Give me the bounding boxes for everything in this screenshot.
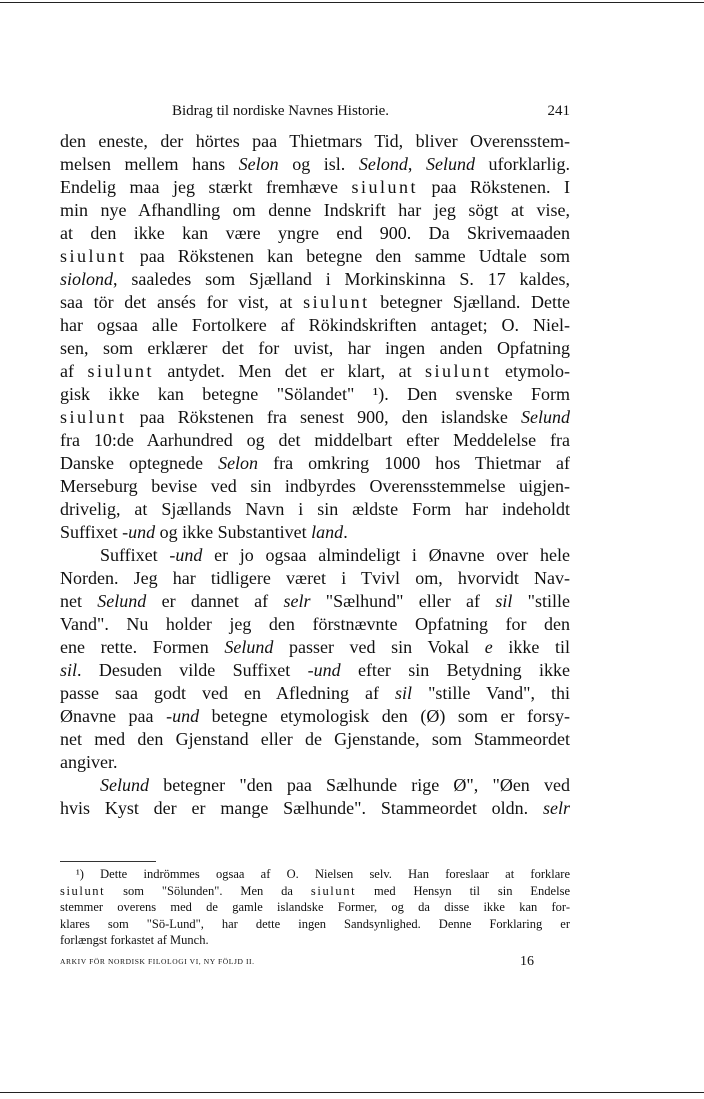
text-line: hvis Kyst der er mange Sælhunde". Stammeordet oldn. selr	[60, 798, 570, 818]
text-line: Selund betegner "den paa Sælhunde rige Ø", "Øen ved	[100, 775, 570, 795]
text-line: Merseburg bevise ved sin indbyrdes Overensstemmelse uigjen-	[60, 476, 570, 496]
signature-number: 16	[520, 954, 534, 969]
footnotes	[60, 866, 570, 949]
text-line: net med den Gjenstand eller de Gjenstande, som Stammeordet	[60, 729, 570, 749]
footnote-line: forlængst forkastet af Munch.	[60, 933, 209, 947]
text-line: siulunt paa Rökstenen fra senest 900, den islandske Selund	[60, 407, 570, 427]
text-line: siulunt paa Rökstenen kan betegne den samme Udtale som	[60, 246, 570, 266]
signature-mark: ARKIV FÖR NORDISK FILOLOGI VI, NY FÖLJD II.	[60, 957, 255, 966]
text-line: Vand". Nu holder jeg den förstnævnte Opfatning for den	[60, 614, 570, 634]
text-line: den eneste, der hörtes paa Thietmars Tid, bliver Overensstem-	[60, 131, 570, 151]
text-line: min nye Afhandling om denne Indskrift har jeg sögt at vise,	[60, 200, 570, 220]
scan-bottom-edge	[0, 1092, 704, 1093]
body-text	[60, 130, 570, 820]
text-line: net Selund er dannet af selr "Sælhund" eller af sil "stille	[60, 591, 570, 611]
footnote-line: ¹) Dette indrömmes ogsaa af O. Nielsen selv. Han foreslaar at forklare	[76, 867, 570, 881]
text-line: Norden. Jeg har tidligere været i Tvivl om, hvorvidt Nav-	[60, 568, 570, 588]
text-line: Endelig maa jeg stærkt fremhæve siulunt paa Rökstenen. I	[60, 177, 571, 197]
text-line: Suffixet -und er jo ogsaa almindeligt i Ønavne over hele	[100, 545, 570, 565]
text-line: gisk ikke kan betegne "Sölandet" ¹). Den svenske Form	[60, 384, 570, 404]
footnote-line: stemmer overens med de gamle islandske Former, og da disse ikke kan for-	[60, 900, 570, 914]
footnote-line: siulunt som "Sölunden". Men da siulunt med Hensyn til sin Endelse	[60, 883, 570, 898]
running-title: Bidrag til nordiske Navnes Historie.	[172, 103, 390, 119]
text-line: sil. Desuden vilde Suffixet -und efter sin Betydning ikke	[60, 660, 570, 680]
scan-top-edge	[0, 2, 704, 3]
footnote-rule	[60, 861, 156, 862]
text-line: siolond, saaledes som Sjælland i Morkinskinna S. 17 kaldes,	[60, 269, 570, 289]
text-line: Suffixet -und og ikke Substantivet land.	[60, 522, 348, 542]
text-line: angiver.	[60, 752, 118, 772]
text-line: saa tör det ansés for vist, at siulunt betegner Sjælland. Dette	[60, 292, 571, 312]
text-line: fra 10:de Aarhundred og det middelbart efter Meddelelse fra	[60, 430, 570, 450]
running-head	[60, 103, 570, 123]
text-line: har ogsaa alle Fortolkere af Rökindskriften antaget; O. Niel-	[60, 315, 570, 335]
text-line: drivelig, at Sjællands Navn i sin ældste Form har indeholdt	[60, 499, 570, 519]
text-line: Ønavne paa -und betegne etymologisk den (Ø) som er forsy-	[60, 706, 570, 726]
text-line: melsen mellem hans Selon og isl. Selond, Selund uforklarlig.	[60, 154, 571, 174]
text-line: af siulunt antydet. Men det er klart, at siulunt etymolo-	[60, 361, 570, 381]
text-line: ene rette. Formen Selund passer ved sin Vokal e ikke til	[60, 637, 571, 657]
printer-signature	[60, 954, 570, 970]
text-line: passe saa godt ved en Afledning af sil "stille Vand", thi	[60, 683, 570, 703]
footnote-line: klares som "Sö-Lund", har dette ingen Sandsynlighed. Denne Forklaring er	[60, 916, 570, 931]
page-number: 241	[547, 103, 570, 119]
text-line: at den ikke kan være yngre end 900. Da Skrivemaaden	[60, 223, 570, 243]
text-line: Danske optegnede Selon fra omkring 1000 hos Thietmar af	[60, 453, 570, 473]
text-line: sen, som erklærer det for uvist, har ingen anden Opfatning	[60, 338, 570, 358]
